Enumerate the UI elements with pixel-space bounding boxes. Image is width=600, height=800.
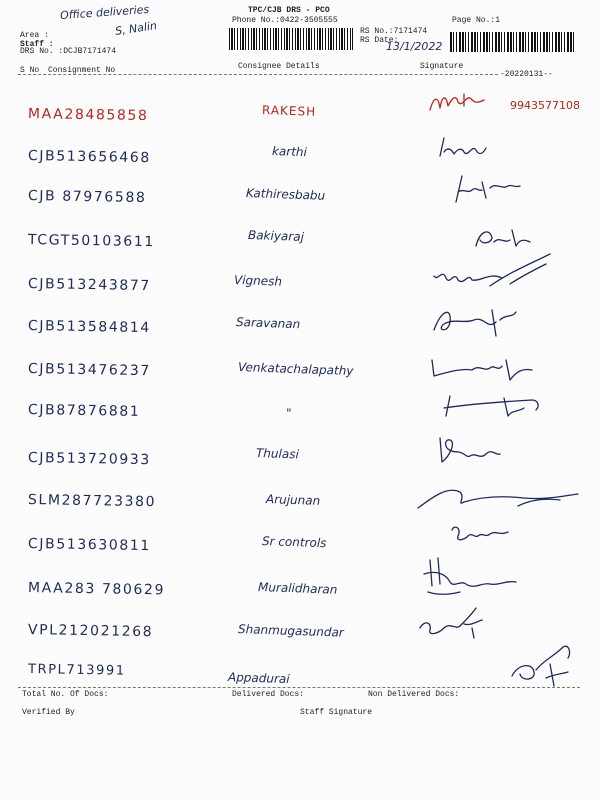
signature: [506, 638, 586, 690]
consignment-number: CJB513476237: [27, 361, 151, 380]
consignment-number: MAA28485858: [27, 106, 149, 125]
staff-label: Staff :: [20, 40, 54, 49]
staff-signature-label: Staff Signature: [300, 708, 373, 717]
consignee-name: ": [285, 406, 292, 421]
consignee-name: Sr controls: [261, 534, 327, 551]
rs-number: RS No.:7171474: [360, 27, 428, 36]
column-consignment-no: Consignment No: [48, 66, 116, 75]
total-docs-label: Total No. Of Docs:: [22, 690, 109, 699]
column-signature: Signature: [420, 62, 464, 71]
consignment-number: MAA283 780629: [27, 580, 166, 599]
document-title: TPC/CJB DRS - PCO: [248, 6, 330, 15]
signature: [430, 300, 520, 340]
consignee-name: Vignesh: [233, 273, 283, 289]
phone-number: Phone No.:0422-3505555: [232, 16, 338, 25]
signature: [452, 172, 532, 206]
signature: [448, 518, 528, 548]
signature: [420, 556, 530, 602]
consignment-number: CJB513630811: [27, 536, 151, 555]
signature: [414, 476, 584, 516]
column-sno: S No: [20, 66, 40, 75]
header-annotation-staff-name: S, Nalin: [114, 19, 158, 38]
consignee-name: Thulasi: [255, 446, 300, 462]
consignment-number: CJB87876881: [27, 402, 141, 420]
verified-by-label: Verified By: [22, 708, 75, 717]
column-consignee-details: Consignee Details: [238, 62, 320, 71]
rs-date-handwritten: 13/1/2022: [386, 40, 443, 53]
signature: [436, 134, 516, 164]
consignee-name: Muralidharan: [257, 580, 338, 597]
non-delivered-docs-label: Non Delivered Docs:: [368, 690, 460, 699]
consignee-phone: 9943577108: [510, 99, 580, 112]
signature: [416, 604, 496, 640]
drs-number: DRS No. :DCJB7171474: [20, 47, 117, 56]
rs-date-label: RS Date:: [360, 36, 399, 45]
signature: [430, 252, 560, 292]
delivered-docs-label: Delivered Docs:: [232, 690, 305, 699]
consignee-name: Arujunan: [265, 492, 321, 508]
consignment-number: CJB513656468: [27, 148, 151, 167]
consignee-name: Venkatachalapathy: [237, 360, 354, 379]
consignment-number: TCGT50103611: [27, 232, 155, 251]
date-code: -20220131--: [500, 70, 553, 79]
page-number: Page No.:1: [452, 16, 501, 25]
consignment-number: TRPL713991: [27, 662, 126, 679]
consignment-number: CJB513243877: [27, 276, 151, 295]
signature: [436, 432, 516, 468]
signature: [428, 350, 538, 384]
barcode-secondary: [450, 32, 575, 52]
footer-divider: [18, 687, 580, 688]
consignment-number: CJB513584814: [27, 318, 151, 337]
signature: [470, 222, 550, 252]
consignee-name: Bakiyaraj: [247, 228, 305, 244]
signature: [428, 88, 508, 118]
signature: [440, 390, 550, 424]
consignee-name: Saravanan: [235, 315, 301, 332]
consignment-number: CJB 87976588: [27, 188, 147, 207]
consignee-name: Kathiresbabu: [245, 186, 326, 203]
consignment-number: CJB513720933: [27, 450, 151, 469]
consignee-name: Shanmugasundar: [237, 622, 345, 640]
area-label: Area :: [20, 31, 49, 40]
consignee-name: Appadurai: [227, 670, 290, 687]
header-divider: [18, 74, 498, 75]
consignee-name: RAKESH: [261, 103, 317, 119]
barcode: [229, 28, 353, 50]
consignee-name: karthi: [271, 144, 308, 160]
consignment-number: SLM287723380: [27, 492, 157, 511]
header-annotation-office-deliveries: Office deliveries: [59, 2, 150, 23]
consignment-number: VPL212021268: [27, 622, 154, 641]
